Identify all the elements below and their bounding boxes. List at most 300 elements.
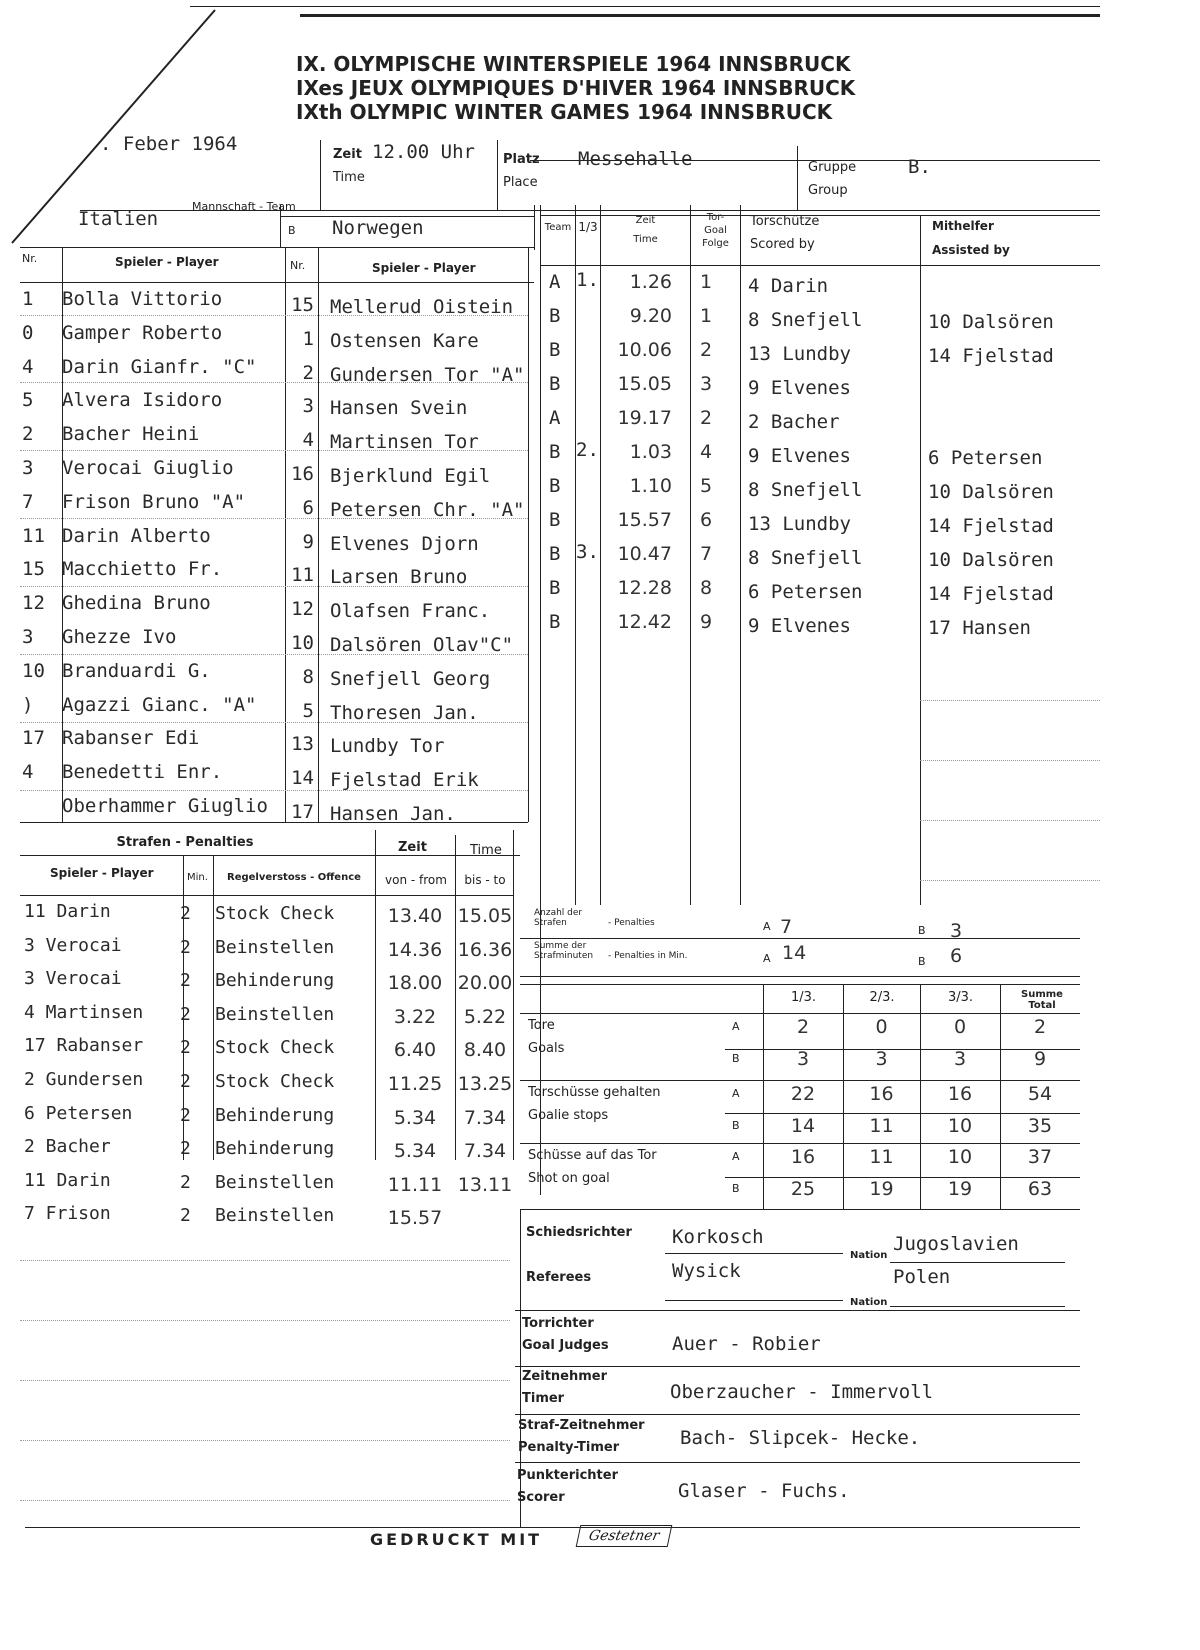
penalty-player: 6 Petersen xyxy=(24,1102,133,1124)
penalty-from: 6.40 xyxy=(393,1039,437,1062)
penalty-to: 8.40 xyxy=(463,1039,507,1062)
stats-b-value: 19 xyxy=(869,1178,894,1200)
nation-label-2: Nation xyxy=(850,1297,888,1308)
penalty-min: 2 xyxy=(180,970,191,992)
goal-scorer: 13 Lundby xyxy=(748,343,851,365)
roster-a-nr: 10 xyxy=(22,659,45,682)
roster-b-name: Dalsören Olav"C" xyxy=(330,634,514,656)
goal-scorer: 13 Lundby xyxy=(748,513,851,535)
goal-assist: 6 Petersen xyxy=(928,447,1043,469)
penalty-player: 17 Rabanser xyxy=(24,1035,144,1057)
stats-b-value: 9 xyxy=(1033,1048,1047,1070)
penalties-title: Strafen - Penalties xyxy=(116,835,254,850)
sum-a: 14 xyxy=(782,942,807,964)
goal-team: B xyxy=(549,611,561,633)
scorer-label-en: Scorer xyxy=(517,1490,565,1505)
stats-col-3: 3/3. xyxy=(947,990,974,1005)
roster-a-name: Alvera Isidoro xyxy=(62,389,223,412)
goal-scorer: 4 Darin xyxy=(748,275,829,297)
count-label-de: Anzahl der Strafen xyxy=(534,908,583,928)
penalty-offence: Behinderung xyxy=(215,970,335,992)
roster-row xyxy=(18,352,528,386)
goal-seq: 8 xyxy=(700,577,713,599)
stats-b-letter: B xyxy=(732,1119,740,1132)
stats-a-value: 54 xyxy=(1027,1083,1053,1105)
goal-row xyxy=(540,471,1100,505)
goal-row xyxy=(540,437,1100,471)
roster-row xyxy=(18,284,528,318)
roster-a-name: Darin Gianfr. "C" xyxy=(62,355,257,378)
roster-a-nr: ) xyxy=(22,693,34,716)
penalty-offence: Beinstellen xyxy=(215,1003,335,1025)
roster-row xyxy=(18,419,528,453)
penalty-to: 13.11 xyxy=(457,1173,513,1196)
goal-row xyxy=(540,301,1100,335)
roster-b-name: Hansen Svein xyxy=(330,397,468,420)
roster-b-name: Thoresen Jan. xyxy=(330,701,479,724)
stats-col-total: Summe Total xyxy=(1021,989,1063,1011)
roster-b-name: Larsen Bruno xyxy=(330,566,468,589)
goal-row xyxy=(540,539,1100,573)
penalty-player: 11 Darin xyxy=(24,1169,111,1191)
roster-b-name: Mellerud Oistein xyxy=(330,296,514,318)
roster-row xyxy=(18,757,528,791)
penalty-to: 13.25 xyxy=(457,1073,513,1095)
penalty-min: 2 xyxy=(180,1037,191,1059)
penalty-to: 7.34 xyxy=(463,1140,507,1163)
goal-row xyxy=(540,403,1100,437)
goal-judges-label-en: Goal Judges xyxy=(522,1338,609,1353)
penalty-from: 5.34 xyxy=(393,1140,437,1163)
roster-a-nr: 4 xyxy=(22,761,34,784)
roster-a-name: Branduardi G. xyxy=(62,659,211,682)
place-label: Place xyxy=(503,175,538,190)
penalty-min: 2 xyxy=(180,1071,191,1092)
roster-row xyxy=(18,791,528,825)
sum-label-de: Summe der Strafminuten xyxy=(534,941,594,961)
roster-a-nr: 11 xyxy=(22,524,45,547)
stats-b-value: 11 xyxy=(869,1115,894,1137)
goal-time: 10.06 xyxy=(617,339,672,361)
group-label: Group xyxy=(808,183,848,198)
roster-a-nr: 3 xyxy=(22,626,34,648)
roster-b-nr: 11 xyxy=(291,564,314,587)
roster-b-nr: 16 xyxy=(291,463,314,485)
gruppe-label: Gruppe xyxy=(808,160,857,175)
stats-b-value: 10 xyxy=(947,1115,973,1137)
penalty-offence: Beinstellen xyxy=(215,936,335,958)
stats-b-value: 3 xyxy=(875,1048,888,1070)
roster-b-nr: 15 xyxy=(291,294,314,316)
goal-team: B xyxy=(549,543,561,565)
penalty-row xyxy=(20,931,520,965)
penalty-row xyxy=(20,964,520,998)
goals-team-header: Team xyxy=(544,222,572,233)
roster-b-nr: 13 xyxy=(291,733,314,756)
goal-seq: 4 xyxy=(700,441,713,463)
penalty-from: 3.22 xyxy=(393,1005,437,1028)
timer-label-de: Zeitnehmer xyxy=(522,1369,608,1384)
goal-scorer: 9 Elvenes xyxy=(748,445,851,467)
penalty-min: 2 xyxy=(180,1003,191,1025)
stats-a-value: 2 xyxy=(796,1016,810,1038)
penalty-from: 5.34 xyxy=(393,1106,437,1129)
penalty-row xyxy=(20,1031,520,1065)
match-group: B. xyxy=(908,156,931,178)
penalty-player: 2 Gundersen xyxy=(24,1069,144,1090)
goal-time: 1.03 xyxy=(629,441,672,463)
stats-a-value: 16 xyxy=(947,1083,973,1105)
penalty-to: 15.05 xyxy=(457,905,513,927)
goal-row xyxy=(540,335,1100,369)
time-label: Time xyxy=(333,170,365,185)
goal-time: 15.05 xyxy=(617,373,672,395)
penalty-row xyxy=(20,1099,520,1133)
roster-b-name: Martinsen Tor xyxy=(330,431,479,454)
sum-b: 6 xyxy=(950,945,963,967)
penalty-from: 11.11 xyxy=(387,1173,443,1196)
stats-b-value: 35 xyxy=(1027,1115,1053,1137)
scorers: Glaser - Fuchs. xyxy=(678,1480,850,1502)
roster-b-name: Snefjell Georg xyxy=(330,667,491,690)
nation-2: Polen xyxy=(893,1266,951,1288)
roster-b-name: Elvenes Djorn xyxy=(330,532,479,555)
roster-b-nr-header: Nr. xyxy=(290,259,306,272)
roster-row xyxy=(18,385,528,419)
goal-team: B xyxy=(549,475,561,497)
roster-b-nr: 1 xyxy=(302,327,314,350)
goal-scorer: 9 Elvenes xyxy=(748,615,851,637)
roster-row xyxy=(18,690,528,724)
stats-col-1: 1/3. xyxy=(790,990,817,1005)
goals-folge-header: Folge xyxy=(702,238,729,249)
goals-scorer-header-de: Torschütze xyxy=(750,214,820,229)
goal-time: 12.28 xyxy=(617,577,672,599)
penalties-player-header: Spieler - Player xyxy=(50,866,154,880)
goal-third: 1. xyxy=(576,269,599,291)
goal-seq: 1 xyxy=(700,305,713,327)
penalty-timers: Bach- Slipcek- Hecke. xyxy=(680,1427,921,1449)
goals-third-header: 1/3 xyxy=(578,220,598,234)
stats-label-en: Shot on goal xyxy=(528,1171,610,1186)
sum-a-letter: A xyxy=(763,952,771,965)
team-b-letter: B xyxy=(288,224,296,237)
stats-a-value: 16 xyxy=(790,1146,816,1168)
goal-time: 1.10 xyxy=(629,475,672,497)
count-a: 7 xyxy=(780,916,793,938)
penalty-offence: Beinstellen xyxy=(215,1205,335,1227)
stats-a-value: 11 xyxy=(869,1146,894,1168)
roster-a-name: Benedetti Enr. xyxy=(62,761,223,784)
goal-assist: 10 Dalsören xyxy=(928,311,1054,333)
goals-assist-header-en: Assisted by xyxy=(932,243,1010,257)
stats-a-value: 37 xyxy=(1027,1146,1053,1168)
penalty-min: 2 xyxy=(180,903,191,924)
stats-label-de: Torschüsse gehalten xyxy=(528,1085,661,1100)
penalties-time-label: Time xyxy=(470,843,502,858)
goal-team: B xyxy=(549,305,561,327)
match-time: 12.00 Uhr xyxy=(372,141,475,163)
roster-b-name: Hansen Jan. xyxy=(330,803,456,825)
goals-zeit-header: Zeit xyxy=(635,215,656,226)
roster-b-nr: 14 xyxy=(291,767,314,790)
stats-a-letter: A xyxy=(732,1150,740,1163)
goal-judges: Auer - Robier xyxy=(672,1333,821,1355)
stats-label-de: Tore xyxy=(528,1018,555,1033)
printed-with-label: GEDRUCKT MIT xyxy=(370,1530,543,1549)
team-label: Mannschaft - Team xyxy=(192,200,296,213)
goal-row xyxy=(540,505,1100,539)
count-b: 3 xyxy=(950,920,963,942)
goal-assist: 14 Fjelstad xyxy=(928,583,1054,605)
roster-b-name: Ostensen Kare xyxy=(330,329,479,352)
goal-seq: 2 xyxy=(700,407,713,429)
penalties-zeit-label: Zeit xyxy=(398,840,427,855)
roster-a-nr: 7 xyxy=(22,490,34,513)
goal-row xyxy=(540,369,1100,403)
count-label-en: - Penalties xyxy=(608,918,655,928)
stats-b-value: 19 xyxy=(947,1178,973,1200)
penalty-row xyxy=(20,1065,520,1099)
penalty-player: 11 Darin xyxy=(24,901,111,922)
goal-scorer: 6 Petersen xyxy=(748,581,863,603)
sum-b-letter: B xyxy=(918,955,926,968)
count-a-letter: A xyxy=(763,920,771,933)
roster-a-name: Frison Bruno "A" xyxy=(62,490,246,513)
goal-judges-label-de: Torrichter xyxy=(522,1316,594,1331)
goals-goal-header: Goal xyxy=(704,225,727,236)
roster-a-name: Rabanser Edi xyxy=(62,727,200,750)
goal-seq: 9 xyxy=(700,611,713,633)
goal-scorer: 8 Snefjell xyxy=(748,479,863,501)
platz-label: Platz xyxy=(503,152,540,167)
goal-seq: 5 xyxy=(700,475,713,497)
stats-a-value: 2 xyxy=(1033,1016,1047,1038)
goal-team: B xyxy=(549,577,561,599)
stats-b-value: 63 xyxy=(1027,1178,1053,1200)
goal-time: 19.17 xyxy=(617,407,672,429)
penalty-player: 2 Bacher xyxy=(24,1136,111,1158)
roster-a-nr: 15 xyxy=(22,558,45,581)
roster-a-nr: 2 xyxy=(22,423,34,446)
goal-seq: 1 xyxy=(700,271,713,293)
goals-scorer-header-en: Scored by xyxy=(750,237,815,252)
referee-2: Wysick xyxy=(672,1260,741,1282)
roster-b-nr: 12 xyxy=(291,598,314,621)
title-line-en: IXth OLYMPIC WINTER GAMES 1964 INNSBRUCK xyxy=(296,100,833,124)
referee-label-en: Referees xyxy=(526,1270,592,1285)
sheet-title xyxy=(296,52,855,124)
roster-row xyxy=(18,521,528,555)
penalties-to-header: bis - to xyxy=(464,873,506,887)
gestetner-logo: Gestetner xyxy=(576,1525,673,1547)
goal-assist: 10 Dalsören xyxy=(928,481,1054,503)
goal-time: 9.20 xyxy=(629,305,672,327)
penalty-row xyxy=(20,1166,520,1200)
roster-b-name: Gundersen Tor "A" xyxy=(330,363,525,386)
roster-b-nr: 17 xyxy=(291,801,314,823)
roster-row xyxy=(18,487,528,521)
roster-a-name: Macchietto Fr. xyxy=(62,558,223,581)
roster-a-name: Verocai Giuglio xyxy=(62,457,234,479)
roster-b-nr: 6 xyxy=(302,496,314,519)
penalties-offence-header: Regelverstoss - Offence xyxy=(227,872,361,883)
referee-1: Korkosch xyxy=(672,1226,764,1248)
goal-seq: 7 xyxy=(700,543,713,565)
penalties-min-header: Min. xyxy=(187,872,208,883)
penalty-min: 2 xyxy=(180,1205,191,1227)
goal-assist: 14 Fjelstad xyxy=(928,515,1054,537)
roster-row xyxy=(18,453,528,487)
penalty-timer-label-de: Straf-Zeitnehmer xyxy=(518,1418,645,1433)
roster-row xyxy=(18,554,528,588)
penalty-to: 20.00 xyxy=(457,972,513,995)
goal-team: A xyxy=(549,271,561,293)
goals-assist-header-de: Mithelfer xyxy=(932,219,994,233)
penalty-from: 15.57 xyxy=(387,1207,443,1230)
timer-label-en: Timer xyxy=(522,1391,565,1406)
roster-a-nr: 1 xyxy=(22,288,34,310)
roster-a-player-header: Spieler - Player xyxy=(115,255,219,269)
stats-a-letter: A xyxy=(732,1087,740,1100)
penalty-min: 2 xyxy=(180,936,191,958)
goal-third: 3. xyxy=(576,541,599,563)
roster-a-nr: 0 xyxy=(22,321,34,344)
goal-time: 10.47 xyxy=(617,543,672,565)
stats-a-value: 22 xyxy=(790,1083,816,1105)
goal-time: 15.57 xyxy=(617,509,672,531)
goal-scorer: 8 Snefjell xyxy=(748,309,863,331)
goal-scorer: 8 Snefjell xyxy=(748,547,863,569)
penalty-from: 13.40 xyxy=(387,905,443,927)
stats-b-value: 3 xyxy=(796,1048,810,1070)
roster-a-nr: 5 xyxy=(22,389,34,412)
roster-a-name: Bolla Vittorio xyxy=(62,288,223,310)
goal-time: 1.26 xyxy=(629,271,672,293)
roster-a-nr: 17 xyxy=(22,727,45,750)
roster-row xyxy=(18,656,528,690)
roster-b-name: Olafsen Franc. xyxy=(330,600,491,623)
penalty-player: 7 Frison xyxy=(24,1203,111,1225)
penalty-row xyxy=(20,998,520,1032)
goal-scorer: 9 Elvenes xyxy=(748,377,851,399)
roster-b-nr: 10 xyxy=(291,632,314,654)
penalty-player: 3 Verocai xyxy=(24,968,122,990)
stats-a-value: 0 xyxy=(875,1016,888,1038)
stats-a-value: 10 xyxy=(947,1146,973,1168)
penalty-from: 14.36 xyxy=(387,938,443,961)
roster-b-name: Petersen Chr. "A" xyxy=(330,498,525,521)
goal-assist: 17 Hansen xyxy=(928,617,1031,639)
title-line-de: IX. OLYMPISCHE WINTERSPIELE 1964 INNSBRUCK xyxy=(296,52,851,76)
stats-b-letter: B xyxy=(732,1182,740,1195)
roster-a-name: Darin Alberto xyxy=(62,524,211,547)
goal-row xyxy=(540,267,1100,301)
roster-a-name: Gamper Roberto xyxy=(62,321,223,344)
penalty-offence: Stock Check xyxy=(215,1071,335,1092)
roster-b-nr: 9 xyxy=(302,530,314,553)
roster-b-nr: 4 xyxy=(302,429,314,452)
goal-team: B xyxy=(549,373,561,395)
stats-label-de: Schüsse auf das Tor xyxy=(528,1148,657,1163)
roster-b-name: Fjelstad Erik xyxy=(330,769,479,792)
goals-tor-header: Tor- xyxy=(706,212,725,223)
stats-label-en: Goals xyxy=(528,1041,565,1056)
penalty-min: 2 xyxy=(180,1104,191,1126)
goal-row xyxy=(540,607,1100,641)
stats-col-2: 2/3. xyxy=(869,990,895,1005)
match-place: Messehalle xyxy=(578,148,693,170)
penalty-from: 11.25 xyxy=(387,1073,443,1095)
roster-row xyxy=(18,622,528,656)
goal-seq: 6 xyxy=(700,509,713,531)
roster-b-name: Bjerklund Egil xyxy=(330,465,491,487)
penalty-to: 16.36 xyxy=(457,938,513,961)
goal-team: B xyxy=(549,509,561,531)
penalty-to: 5.22 xyxy=(463,1005,507,1028)
roster-b-player-header: Spieler - Player xyxy=(372,261,476,275)
stats-label-en: Goalie stops xyxy=(528,1108,609,1123)
penalty-offence: Beinstellen xyxy=(215,1171,335,1193)
penalty-min: 2 xyxy=(180,1138,191,1160)
penalty-min: 2 xyxy=(180,1171,191,1193)
goal-seq: 2 xyxy=(700,339,713,361)
stats-a-letter: A xyxy=(732,1020,740,1033)
penalty-row xyxy=(20,897,520,931)
sum-label-en: - Penalties in Min. xyxy=(608,951,688,961)
roster-a-nr: 3 xyxy=(22,457,34,479)
timers: Oberzaucher - Immervoll xyxy=(670,1381,934,1403)
goal-seq: 3 xyxy=(700,373,713,395)
penalty-offence: Stock Check xyxy=(215,1037,335,1059)
roster-row xyxy=(18,588,528,622)
penalty-offence: Behinderung xyxy=(215,1138,335,1160)
goal-row xyxy=(540,573,1100,607)
goal-scorer: 2 Bacher xyxy=(748,411,840,433)
stats-b-value: 14 xyxy=(790,1115,816,1137)
goals-time-header: Time xyxy=(633,234,658,245)
roster-a-nr-header: Nr. xyxy=(22,252,38,265)
goal-third: 2. xyxy=(576,439,599,461)
roster-a-name: Ghedina Bruno xyxy=(62,592,211,615)
penalty-row xyxy=(20,1132,520,1166)
goal-team: B xyxy=(549,339,561,361)
penalty-row xyxy=(20,1199,520,1233)
referee-label-de: Schiedsrichter xyxy=(526,1225,632,1240)
zeit-label: Zeit xyxy=(333,147,362,162)
penalty-player: 3 Verocai xyxy=(24,934,122,956)
stats-a-value: 0 xyxy=(953,1016,967,1038)
roster-a-name: Bacher Heini xyxy=(62,423,200,446)
nation-1: Jugoslavien xyxy=(893,1233,1019,1255)
stats-b-letter: B xyxy=(732,1052,740,1065)
penalties-from-header: von - from xyxy=(385,873,447,887)
title-line-fr: IXes JEUX OLYMPIQUES D'HIVER 1964 INNSBRUCK xyxy=(296,76,856,100)
penalty-from: 18.00 xyxy=(387,972,443,995)
goal-assist: 10 Dalsören xyxy=(928,549,1054,571)
goal-team: B xyxy=(549,441,561,463)
penalty-offence: Behinderung xyxy=(215,1104,335,1126)
stats-a-value: 16 xyxy=(869,1083,894,1105)
stats-b-value: 25 xyxy=(790,1178,816,1200)
team-b-name: Norwegen xyxy=(332,217,424,239)
roster-b-name: Lundby Tor xyxy=(330,735,445,758)
roster-row xyxy=(18,318,528,352)
match-date: . Feber 1964 xyxy=(100,133,238,155)
roster-a-name: Oberhammer Giuglio xyxy=(62,795,268,817)
penalty-to: 7.34 xyxy=(463,1106,507,1129)
roster-b-nr: 8 xyxy=(302,665,314,688)
